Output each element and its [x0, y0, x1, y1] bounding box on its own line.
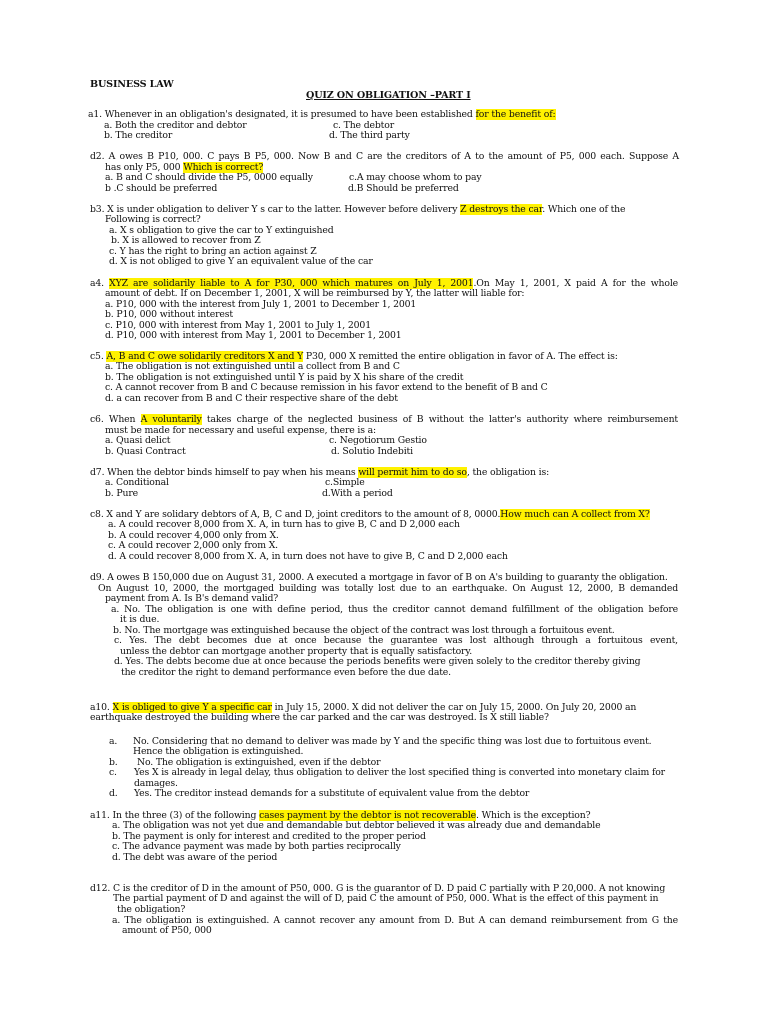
q10-option-d: Yes. The creditor instead demands for a substitute of equivalent value from the debtor [134, 788, 530, 799]
q9-option-b: b. No. The mortgage was extinguished because the object of the contract was lost through a fortuitous event. [113, 625, 615, 636]
q10-option-a-line-2: Hence the obligation is extinguished. [133, 746, 304, 757]
q2-option-d: d.B Should be preferred [348, 183, 459, 194]
q12-option-a-line-2: amount of P50, 000 [122, 925, 212, 936]
question-8-line-1: c8. X and Y are solidary debtors of A, B, C and D, joint creditors to the amount of 8, 0000.How much can A collect from X? [90, 509, 650, 520]
question-10-line-1: a10. X is obliged to give Y a specific car in July 15, 2000. X did not deliver the car on July 15, 2000. On July 20, 2000 an [90, 702, 637, 713]
q2-option-a: a. B and C should divide the P5, 0000 equally [105, 172, 313, 183]
q4-option-a: a. P10, 000 with the interest from July 1, 2001 to December 1, 2001 [105, 299, 417, 310]
question-4-line-1: a4. XYZ are solidarily liable to A for P30, 000 which matures on July 1, 2001.On May 1, 2001, X paid A for the whole [90, 278, 678, 289]
q9-option-c-line-1: c. Yes. The debt becomes due at once because the guarantee was lost although through a fortuitous event, [114, 635, 678, 646]
q3-option-b: b. X is allowed to recover from Z [111, 235, 261, 246]
question-10-line-2: earthquake destroyed the building where the car parked and the car was destroyed. Is X still liable? [90, 712, 549, 723]
q6-option-c: c. Negotiorum Gestio [329, 435, 427, 446]
q11-option-d: d. The debt was aware of the period [112, 852, 278, 863]
q11-option-c: c. The advance payment was made by both parties reciprocally [112, 841, 401, 852]
q3-option-a: a. X s obligation to give the car to Y extinguished [109, 225, 334, 236]
q11-option-b: b. The payment is only for interest and credited to the proper period [112, 831, 426, 842]
question-6-line-1: c6. When A voluntarily takes charge of the neglected business of B without the latter's authority where reimbursement [90, 414, 678, 425]
question-2-line-1: d2. A owes B P10, 000. C pays B P5, 000. Now B and C are the creditors of A to the amount of P5, 000 each. Suppose A [90, 151, 679, 162]
q2-option-b: b .C should be preferred [105, 183, 218, 194]
q7-option-c: c.Simple [325, 477, 365, 488]
q9-option-d-line-2: the creditor the right to demand performance even before the due date. [121, 667, 451, 678]
q9-option-c-line-2: unless the debtor can mortgage another property that is equally satisfactory. [120, 646, 473, 657]
q5-option-a: a. The obligation is not extinguished until a collect from B and C [105, 361, 400, 372]
q10-option-b-label: b. [109, 757, 118, 768]
q1-option-b: b. The creditor [104, 130, 173, 141]
q11-option-a: a. The obligation was not yet due and demandable but debtor believed it was already due and demandable [112, 820, 601, 831]
q1-option-d: d. The third party [329, 130, 410, 141]
q5-option-d: d. a can recover from B and C their respective share of the debt [105, 393, 398, 404]
q5-option-b: b. The obligation is not extinguished until Y is paid by X his share of the credit [105, 372, 464, 383]
q3-option-d: d. X is not obliged to give Y an equivalent value of the car [109, 256, 373, 267]
question-7-line-1: d7. When the debtor binds himself to pay when his means will permit him to do so, the obligation is: [90, 467, 550, 478]
q5-option-c: c. A cannot recover from B and C because remission in his favor extend to the benefit of B and C [105, 382, 548, 393]
question-2-line-2: has only P5, 000 Which is correct? [105, 162, 264, 173]
question-12-line-3: the obligation? [117, 904, 186, 915]
q10-option-c-line-1: Yes X is already in legal delay, thus obligation to deliver the lost specified thing is converted into monetary claim for [134, 767, 665, 778]
q1-option-a: a. Both the creditor and debtor [104, 120, 247, 131]
q10-option-c-label: c. [109, 767, 117, 778]
q6-option-a: a. Quasi delict [105, 435, 171, 446]
question-1-stem: a1. Whenever in an obligation's designated, it is presumed to have been established for the benefit of: [88, 109, 556, 120]
q8-option-a: a. A could recover 8,000 from X. A, in turn has to give B, C and D 2,000 each [108, 519, 460, 530]
q1-option-c: c. The debtor [333, 120, 394, 131]
q8-option-b: b. A could recover 4,000 only from X. [108, 530, 279, 541]
q7-option-a: a. Conditional [105, 477, 169, 488]
q4-option-d: d. P10, 000 with interest from May 1, 2001 to December 1, 2001 [105, 330, 402, 341]
quiz-title: QUIZ ON OBLIGATION –PART I [306, 90, 471, 101]
question-11-line-1: a11. In the three (3) of the following cases payment by the debtor is not recoverable. Which is the exception? [90, 810, 591, 821]
question-5-line-1: c5. A, B and C owe solidarily creditors X and Y P30, 000 X remitted the entire obligation in favor of A. The effect is: [90, 351, 618, 362]
q10-option-c-line-2: damages. [134, 778, 178, 789]
q3-option-c: c. Y has the right to bring an action against Z [109, 246, 317, 257]
question-9-line-3: payment from A. Is B's demand valid? [105, 593, 279, 604]
q6-option-b: b. Quasi Contract [105, 446, 186, 457]
q4-option-b: b. P10, 000 without interest [105, 309, 233, 320]
question-12-line-1: d12. C is the creditor of D in the amount of P50, 000. G is the guarantor of D. D paid C partially with P 20,000. A not knowing [90, 883, 666, 894]
question-9-line-1: d9. A owes B 150,000 due on August 31, 2000. A executed a mortgage in favor of B on A's building to guaranty the obligation. [90, 572, 668, 583]
q7-option-b: b. Pure [105, 488, 139, 499]
question-6-line-2: must be made for necessary and useful expense, there is a: [105, 425, 377, 436]
q9-option-d-line-1: d. Yes. The debts become due at once because the periods benefits were given solely to the creditor thereby giving [114, 656, 641, 667]
q8-option-d: d. A could recover 8,000 from X. A, in turn does not have to give B, C and D 2,000 each [108, 551, 508, 562]
q9-option-a-line-2: it is due. [120, 614, 160, 625]
q10-option-d-label: d. [109, 788, 118, 799]
q10-option-a-line-1: No. Considering that no demand to deliver was made by Y and the specific thing was lost due to fortuitous event. [133, 736, 652, 747]
q10-option-b: No. The obligation is extinguished, even if the debtor [137, 757, 381, 768]
subject-heading: BUSINESS LAW [90, 79, 174, 90]
question-3-line-2: Following is correct? [105, 214, 201, 225]
q6-option-d: d. Solutio Indebiti [331, 446, 413, 457]
q7-option-d: d.With a period [322, 488, 393, 499]
q4-option-c: c. P10, 000 with interest from May 1, 2001 to July 1, 2001 [105, 320, 371, 331]
question-3-line-1: b3. X is under obligation to deliver Y s car to the latter. However before delivery Z destroys the car. Which one of the [90, 204, 626, 215]
q12-option-a-line-1: a. The obligation is extinguished. A cannot recover any amount from D. But A can demand reimbursement from G the [112, 915, 678, 926]
question-12-line-2: The partial payment of D and against the will of D, paid C the amount of P50, 000. What is the effect of this payment in [113, 893, 659, 904]
q9-option-a-line-1: a. No. The obligation is one with define period, thus the creditor cannot demand fulfillment of the obligation before [111, 604, 678, 615]
question-4-line-2: amount of debt. If on December 1, 2001, X will be reimbursed by Y, the latter will liable for: [105, 288, 525, 299]
q2-option-c: c.A may choose whom to pay [349, 172, 482, 183]
question-9-line-2: On August 10, 2000, the mortgaged building was totally lost due to an earthquake. On August 12, 2000, B demanded [98, 583, 678, 594]
q10-option-a-label: a. [109, 736, 118, 747]
q8-option-c: c. A could recover 2,000 only from X. [108, 540, 278, 551]
